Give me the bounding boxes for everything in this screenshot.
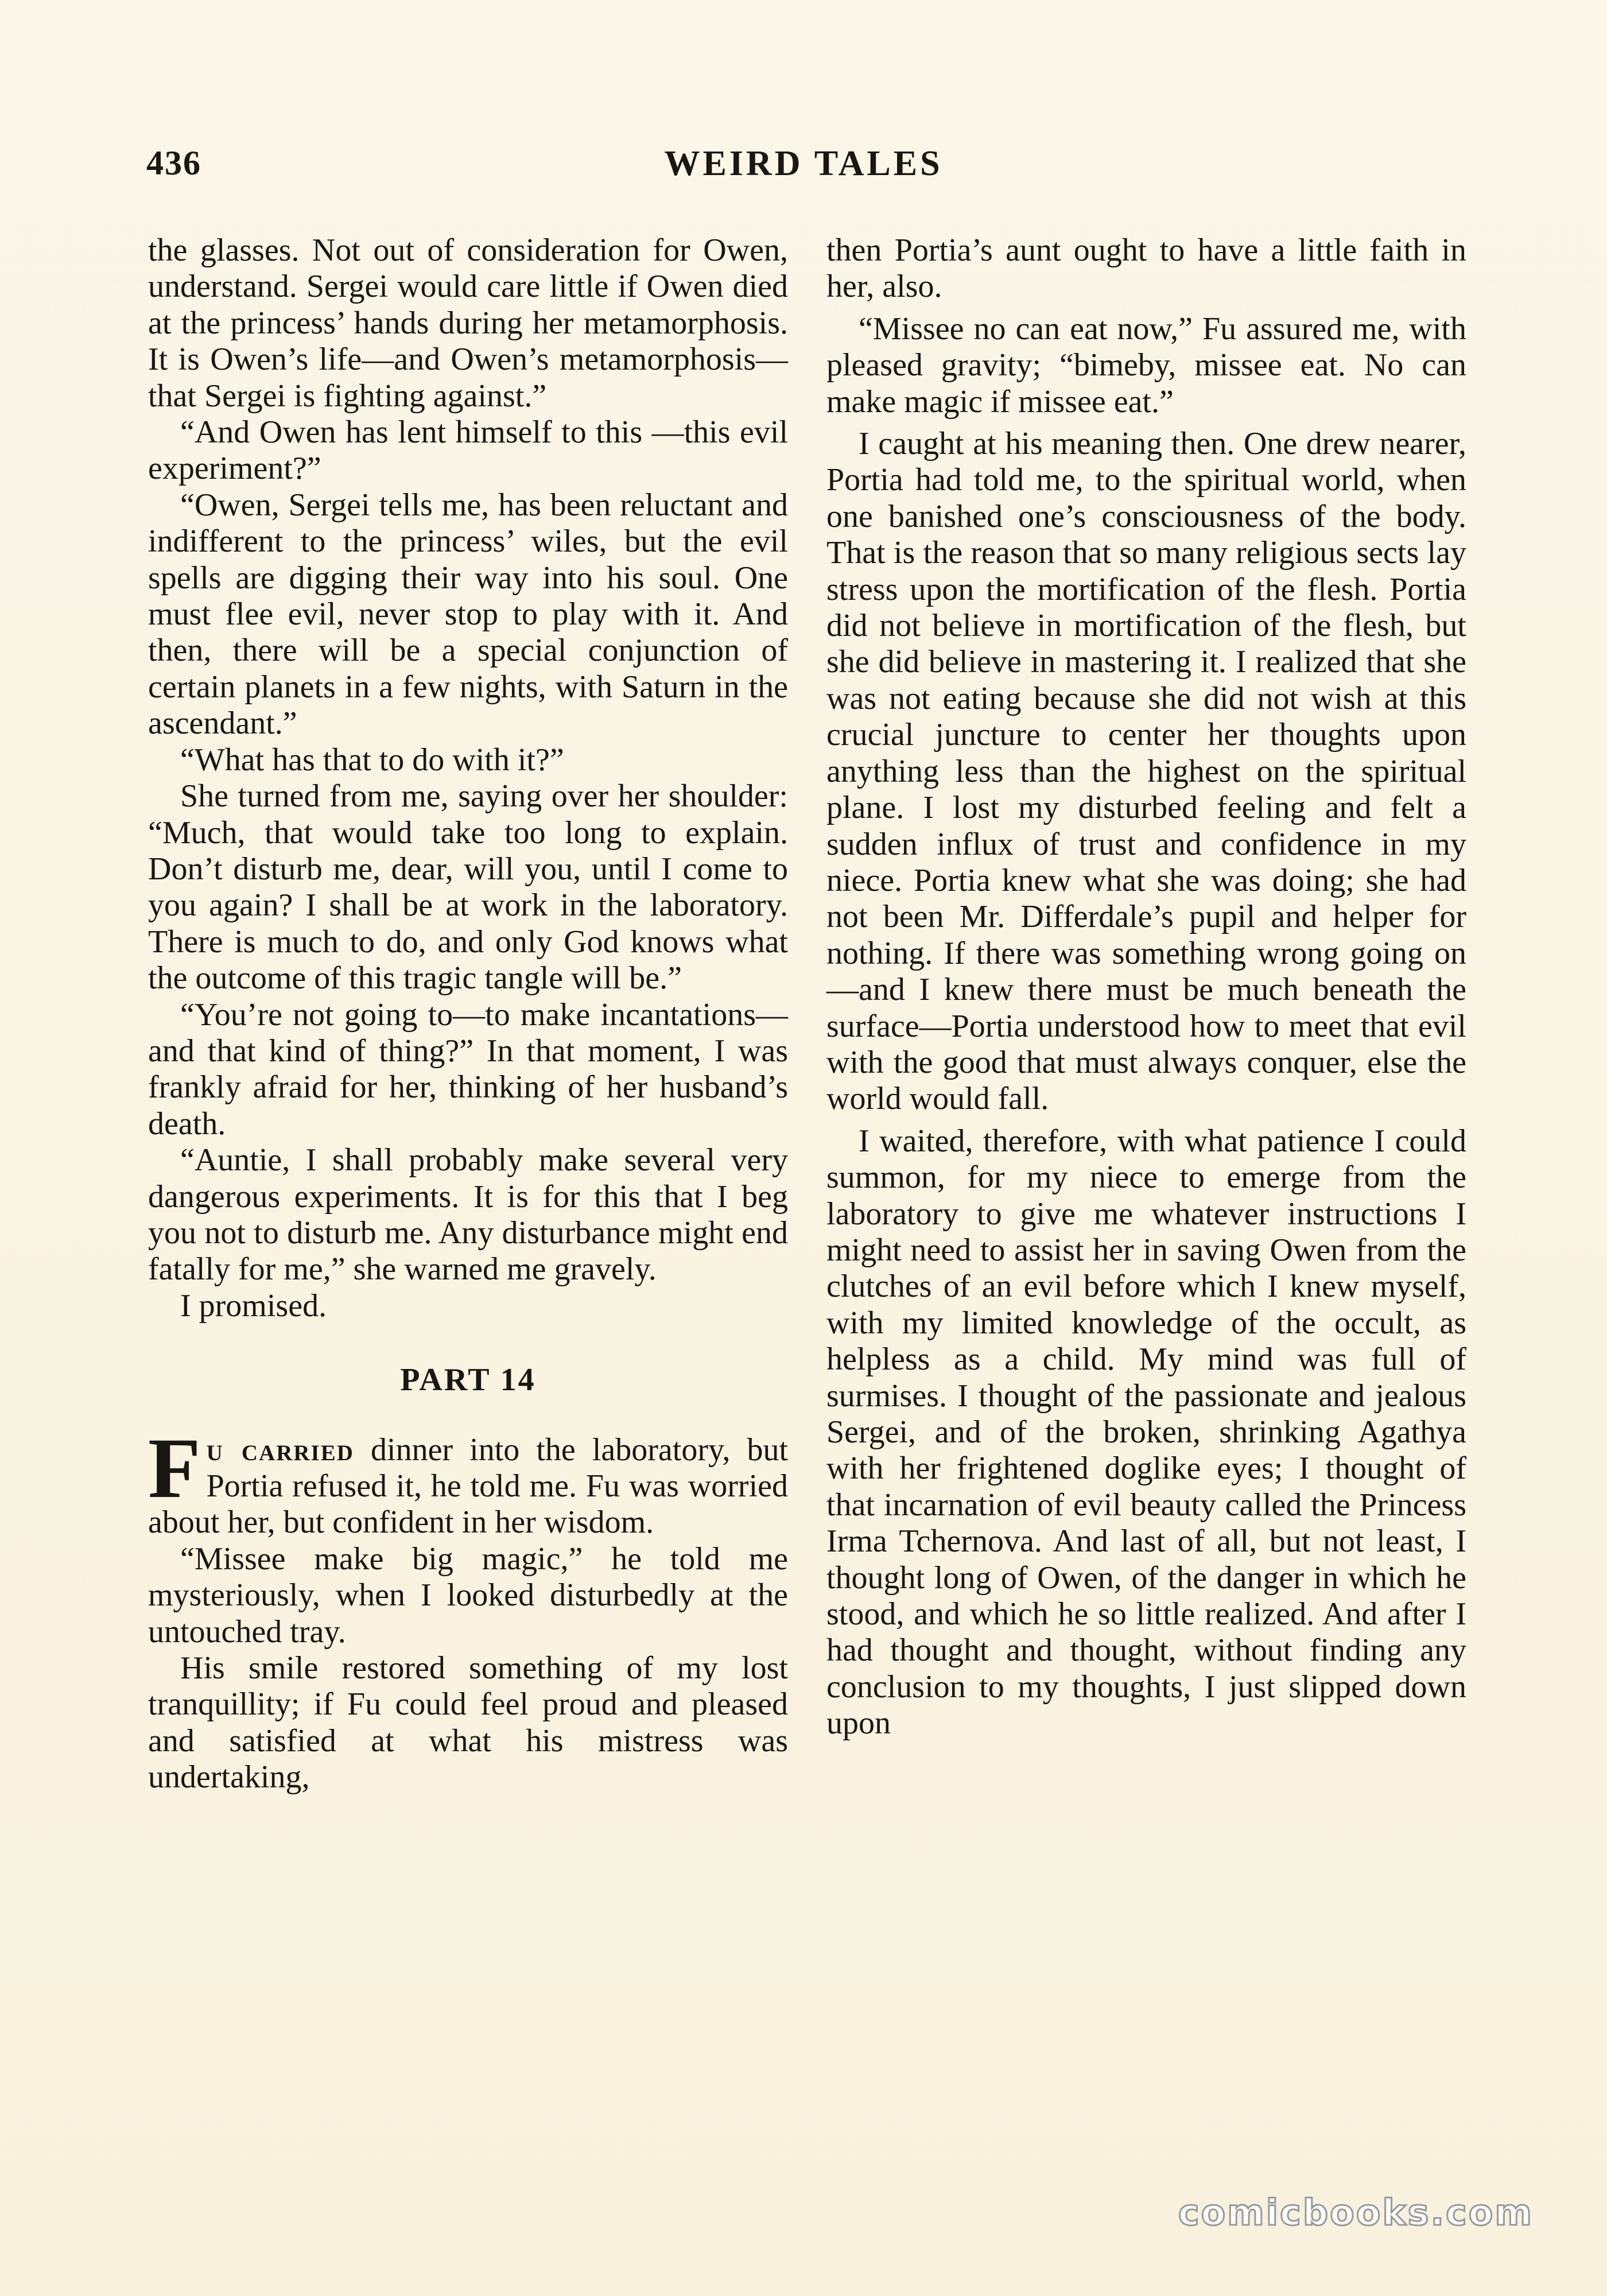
section-heading: PART 14: [400, 1362, 536, 1398]
drop-cap: F: [148, 1420, 201, 1516]
paragraph: I waited, therefore, with what patience I could summon, for my niece to emerge from the laboratory to give me whatever instructions I might need to assist her in saving Owen from the clutches of an evil before which I knew myself, with my limited knowledge of the occult, as helpless as a child. My mind was full of surmises. I thought of the passionate and jealous Sergei, and of the broken, shrinking Agathya with her frightened doglike eyes; I thought of that incarnation of evil beauty called the Princess Irma Tchernova. And last of all, but not least, I thought long of Owen, of the danger in which he stood, and which he so little realized. And after I had thought and thought, without finding any conclusion to my thoughts, I just slipped down upon: [826, 1123, 1466, 1742]
paragraph: “Auntie, I shall probably make several very dangerous experiments. It is for this that I beg you not to disturb me. Any disturbance might end fatally for me,” she warned me gravely.: [148, 1142, 788, 1287]
smallcaps-lead: u carried: [206, 1432, 354, 1468]
paragraph: “Owen, Sergei tells me, has been reluctant and indifferent to the princess’ wiles, but the evil spells are digging their way into his soul. One must flee evil, never stop to play with it. And then, there will be a special conjunction of certain planets in a few nights, with Saturn in the ascendant.”: [148, 487, 788, 742]
right-column: [826, 232, 1466, 1742]
paragraph: “You’re not going to—to make incantations—and that kind of thing?” In that moment, I was frankly afraid for her, thinking of her husband’s death.: [148, 996, 788, 1142]
paragraph: “And Owen has lent himself to this —this evil experiment?”: [148, 414, 788, 487]
site-watermark: comicbooks.com: [1178, 2192, 1534, 2233]
paragraph: I promised.: [180, 1287, 327, 1324]
page-number: 436: [146, 144, 201, 182]
paragraph: She turned from me, saying over her shoulder: “Much, that would take too long to explain. Don’t disturb me, dear, will you, until I come to you again? I shall be at work in the laboratory. There is much to do, and only God knows what the outcome of this tragic tangle will be.”: [148, 778, 788, 996]
paragraph: His smile restored something of my lost tranquillity; if Fu could feel proud and pleased and satisfied at what his mistress was undertaking,: [148, 1650, 788, 1795]
running-title: WEIRD TALES: [664, 144, 943, 183]
paragraph: then Portia’s aunt ought to have a little faith in her, also.: [826, 232, 1466, 305]
paragraph: “Missee no can eat now,” Fu assured me, with pleased gravity; “bimeby, missee eat. No can make magic if missee eat.”: [826, 311, 1466, 420]
paragraph-text: dinner into the laboratory, but Portia refused it, he told me. Fu was worried about her, but confident in her wisdom.: [148, 1432, 789, 1541]
paragraph: the glasses. Not out of consideration for Owen, understand. Sergei would care little if Owen died at the princess’ hands during her metamorphosis. It is Owen’s life—and Owen’s metamorphosis—that Sergei is fighting against.”: [148, 232, 788, 414]
dropcap-paragraph: [148, 1420, 789, 1541]
page-header: [146, 144, 1461, 195]
paragraph: I caught at his meaning then. One drew nearer, Portia had told me, to the spiritual world, when one banished one’s consciousness of the body. That is the reason that so many religious sects lay stress upon the mortification of the flesh. Portia did not believe in mortification of the flesh, but she did believe in mastering it. I realized that she was not eating because she did not wish at this crucial juncture to center her thoughts upon anything less than the highest on the spiritual plane. I lost my disturbed feeling and felt a sudden influx of trust and confidence in my niece. Portia knew what she was doing; she had not been Mr. Differdale’s pupil and helper for nothing. If there was something wrong going on—and I knew there must be much beneath the surface—Portia understood how to meet that evil with the good that must always conquer, else the world would fall.: [826, 426, 1466, 1117]
left-column: [148, 232, 788, 1796]
paragraph: “What has that to do with it?”: [180, 742, 564, 778]
paragraph: “Missee make big magic,” he told me mysteriously, when I looked disturbedly at the untouched tray.: [148, 1541, 788, 1650]
